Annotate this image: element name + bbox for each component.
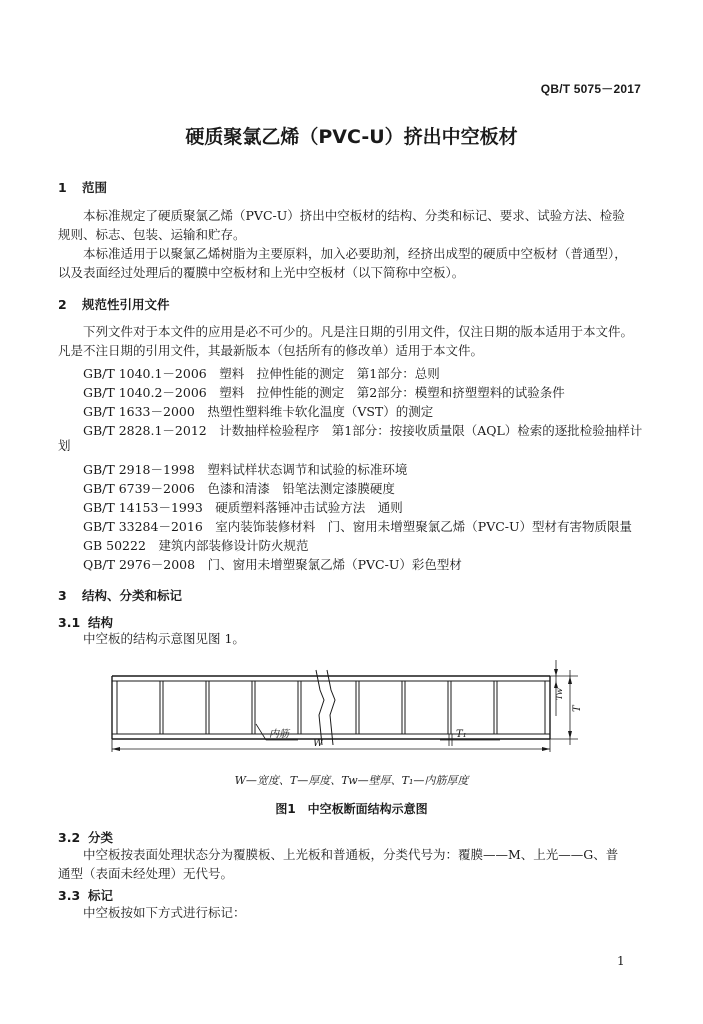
figure-caption: 图1 中空板断面结构示意图 (275, 802, 428, 816)
sec1-paragraph1-line2: 规则、标志、包装、运输和贮存。 (58, 227, 246, 242)
sec2-intro-line1: 下列文件对于本文件的应用是必不可少的。凡是注日期的引用文件，仅注日期的版本适用于本文件。 (83, 324, 634, 339)
sec3-1-text: 中空板的结构示意图见图 1。 (83, 631, 245, 646)
subsection-3-2-heading (58, 828, 113, 846)
sec2-intro-line2: 凡是不注日期的引用文件，其最新版本（包括所有的修改单）适用于本文件。 (58, 343, 484, 358)
reference-title: 门、窗用未增塑聚氯乙烯（PVC-U）彩色型材 (207, 557, 462, 572)
sec1-paragraph1-line1: 本标准规定了硬质聚氯乙烯（PVC-U）挤出中空板材的结构、分类和标记、要求、试验方法、检验 (83, 208, 625, 223)
reference-wrap-line: 划 (58, 438, 71, 453)
subsection-3-3-heading (58, 886, 113, 904)
inner-rib-label: 内筋 (269, 729, 289, 740)
rib-thickness-label: T₁ (456, 729, 467, 740)
reference-code: GB 50222 (83, 538, 146, 553)
reference-title: 室内装饰装修材料 门、窗用未增塑聚氯乙烯（PVC-U）型材有害物质限量 (215, 519, 633, 534)
reference-code: GB/T 14153－1993 (83, 500, 203, 515)
wall-thickness-label: Tw (555, 688, 564, 700)
reference-title: 色漆和清漆 铅笔法测定漆膜硬度 (207, 481, 395, 496)
section-number: 1 (58, 180, 67, 195)
subsection-number: 3.1 (58, 615, 81, 630)
reference-code: GB/T 1040.2－2006 (83, 385, 207, 400)
section-number: 2 (58, 297, 67, 312)
w-arrow-left (112, 747, 120, 751)
reference-code: GB/T 2828.1－2012 (83, 423, 207, 438)
subsection-number: 3.2 (58, 830, 81, 845)
tw-arrow-bottom (554, 681, 558, 688)
subsection-title: 分类 (88, 830, 114, 845)
inner-rib-leader (256, 724, 266, 740)
reference-code: GB/T 1633－2000 (83, 404, 195, 419)
figure-legend: W—宽度、T—厚度、Tw—壁厚、T₁—内筋厚度 (234, 774, 469, 787)
reference-title: 塑料 拉伸性能的测定 第2部分：模塑和挤塑塑料的试验条件 (219, 385, 565, 400)
reference-code: GB/T 1040.1－2006 (83, 366, 207, 381)
section-title: 结构、分类和标记 (82, 588, 183, 603)
reference-title: 塑料 拉伸性能的测定 第1部分：总则 (219, 366, 440, 381)
reference-code: QB/T 2976－2008 (83, 557, 196, 572)
sec3-2-line2: 通型（表面未经处理）无代号。 (58, 866, 234, 881)
t-arrow-top (568, 676, 572, 684)
sec1-paragraph2-line2: 以及表面经过处理后的覆膜中空板材和上光中空板材（以下简称中空板）。 (58, 265, 465, 280)
thickness-label: T (572, 705, 583, 712)
sec3-3-text: 中空板按如下方式进行标记： (83, 905, 246, 920)
subsection-title: 结构 (88, 615, 114, 630)
reference-code: GB/T 2918－1998 (83, 462, 195, 477)
sec3-2-line1: 中空板按表面处理状态分为覆膜板、上光板和普通板，分类代号为：覆膜——M、上光——G、普 (83, 847, 619, 862)
reference-code: GB/T 6739－2006 (83, 481, 195, 496)
reference-title: 计数抽样检验程序 第1部分：按接收质量限（AQL）检索的逐批检验抽样计 (219, 423, 643, 438)
reference-code: GB/T 33284－2016 (83, 519, 203, 534)
reference-title: 塑料试样状态调节和试验的标准环境 (207, 462, 408, 477)
w-arrow-right (542, 747, 550, 751)
section-title: 规范性引用文件 (82, 297, 170, 312)
subsection-title: 标记 (88, 888, 114, 903)
standard-code: QB/T 5075－2017 (540, 82, 641, 96)
subsection-number: 3.3 (58, 888, 81, 903)
reference-title: 热塑性塑料维卡软化温度（VST）的测定 (207, 404, 434, 419)
t-arrow-bottom (568, 731, 572, 739)
tw-arrow-top (554, 669, 558, 676)
document-title: 硬质聚氯乙烯（PVC-U）挤出中空板材 (185, 126, 518, 148)
sec1-paragraph2-line1: 本标准适用于以聚氯乙烯树脂为主要原料，加入必要助剂，经挤出成型的硬质中空板材（普通型）， (83, 246, 627, 261)
section-number: 3 (58, 588, 67, 603)
width-label: W (313, 738, 324, 749)
reference-title: 建筑内部装修设计防火规范 (158, 538, 309, 553)
reference-title: 硬质塑料落锤冲击试验方法 通则 (215, 500, 403, 515)
section-title: 范围 (82, 180, 108, 195)
page-number: 1 (617, 954, 625, 968)
